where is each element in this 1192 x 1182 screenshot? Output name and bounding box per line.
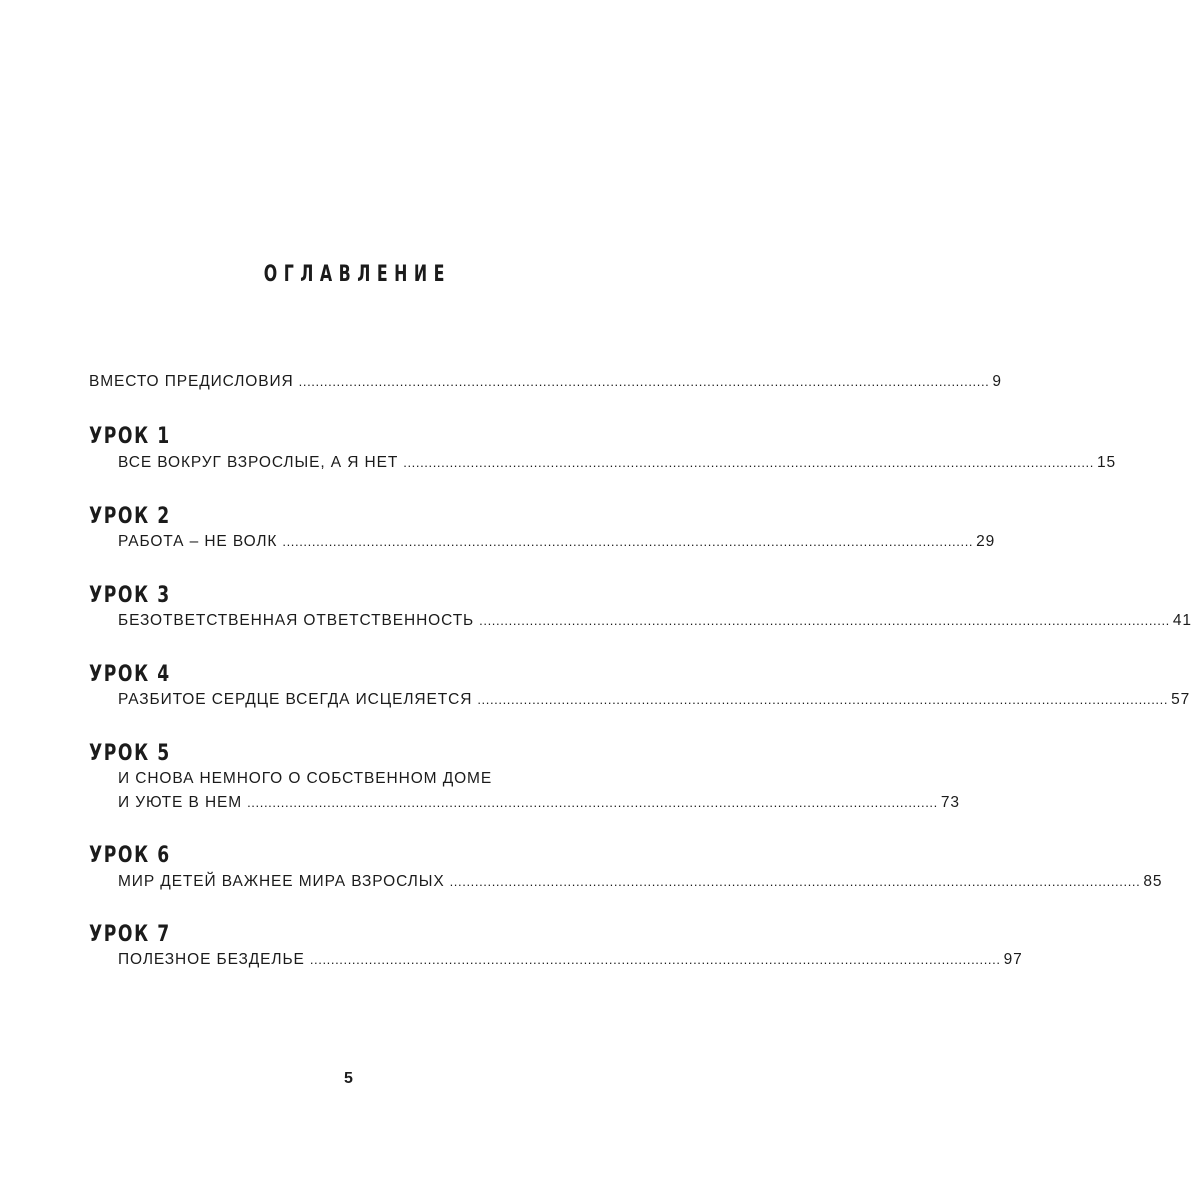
entry-title: ВСЕ ВОКРУГ ВЗРОСЛЫЕ, А Я НЕТ: [118, 454, 399, 471]
entry-page: 57: [1171, 691, 1191, 708]
toc-entry-lesson-5[interactable]: [118, 792, 960, 814]
entry-title: РАБОТА – НЕ ВОЛК: [118, 533, 278, 550]
lesson-heading-1: УРОК 1: [89, 424, 171, 449]
page-title: ОГЛАВЛЕНИЕ: [263, 262, 451, 287]
table-of-contents: [89, 0, 1192, 1000]
entry-page: 29: [976, 533, 996, 550]
toc-entry-preface[interactable]: [89, 371, 1002, 393]
entry-page: 41: [1172, 612, 1192, 629]
dot-leader: ....................................................................................................................................................................: [449, 874, 1141, 889]
lesson-heading-5: УРОК 5: [89, 741, 171, 766]
entry-page: 73: [940, 794, 960, 811]
entry-page: 85: [1143, 873, 1163, 890]
entry-title: ПОЛЕЗНОЕ БЕЗДЕЛЬЕ: [118, 951, 305, 968]
toc-entry-lesson-5-line1[interactable]: И СНОВА НЕМНОГО О СОБСТВЕННОМ ДОМЕ: [118, 770, 493, 787]
toc-entry-lesson-7[interactable]: [118, 949, 1023, 971]
entry-title: И УЮТЕ В НЕМ: [118, 794, 243, 811]
entry-page: 9: [992, 373, 1002, 390]
lesson-heading-3: УРОК 3: [89, 583, 171, 608]
entry-title: РАЗБИТОЕ СЕРДЦЕ ВСЕГДА ИСЦЕЛЯЕТСЯ: [118, 691, 473, 708]
dot-leader: ....................................................................................................................................................................: [479, 613, 1170, 628]
lesson-heading-7: УРОК 7: [89, 922, 171, 947]
dot-leader: ....................................................................................................................................................................: [477, 692, 1169, 707]
toc-entry-lesson-6[interactable]: [118, 871, 1163, 893]
lesson-heading-2: УРОК 2: [89, 504, 171, 529]
toc-entry-lesson-3[interactable]: [118, 610, 1192, 632]
lesson-heading-6: УРОК 6: [89, 843, 171, 868]
toc-entry-lesson-1[interactable]: [118, 452, 1117, 474]
page-number: 5: [344, 1070, 353, 1087]
entry-title: МИР ДЕТЕЙ ВАЖНЕЕ МИРА ВЗРОСЛЫХ: [118, 873, 445, 890]
dot-leader: ....................................................................................................................................................................: [282, 534, 974, 549]
toc-entry-lesson-4[interactable]: [118, 689, 1191, 711]
entry-page: 15: [1096, 454, 1117, 471]
entry-title: БЕЗОТВЕТСТВЕННАЯ ОТВЕТСТВЕННОСТЬ: [118, 612, 475, 629]
entry-title: ВМЕСТО ПРЕДИСЛОВИЯ: [89, 373, 294, 390]
dot-leader: ....................................................................................................................................................................: [247, 795, 938, 810]
dot-leader: ....................................................................................................................................................................: [298, 374, 990, 389]
dot-leader: ....................................................................................................................................................................: [403, 455, 1094, 470]
lesson-heading-4: УРОК 4: [89, 662, 171, 687]
dot-leader: ....................................................................................................................................................................: [309, 952, 1001, 967]
entry-page: 97: [1003, 951, 1023, 968]
toc-entry-lesson-2[interactable]: [118, 531, 996, 553]
